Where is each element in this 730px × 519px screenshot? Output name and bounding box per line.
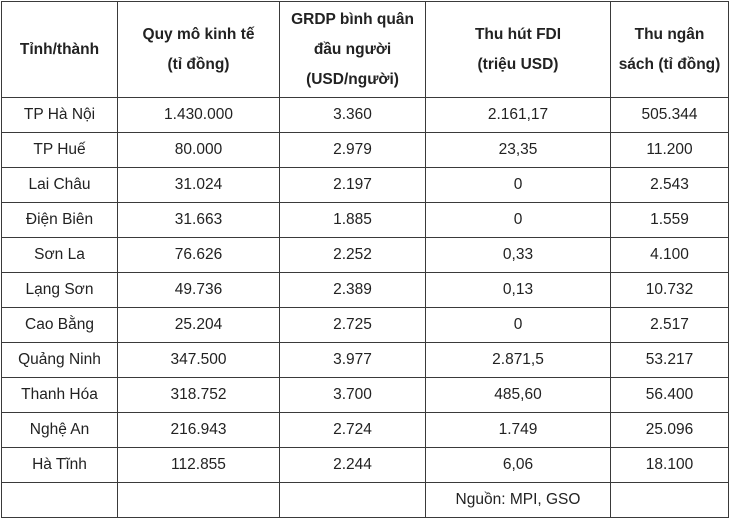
table-body: [2, 98, 729, 518]
cell-economic-scale: 76.626: [118, 238, 280, 273]
cell-economic-scale: 25.204: [118, 308, 280, 343]
header-budget-revenue: [611, 2, 729, 98]
table-cell-empty: [280, 483, 426, 518]
header-budget-line: Thu ngân: [634, 25, 705, 43]
cell-economic-scale: 318.752: [118, 378, 280, 413]
cell-budget-revenue: 505.344: [611, 98, 729, 133]
cell-economic-scale: 112.855: [118, 448, 280, 483]
cell-province: Thanh Hóa: [2, 378, 118, 413]
header-economic-scale-line: (tỉ đồng): [167, 55, 230, 73]
source-row: [2, 483, 729, 518]
cell-fdi: 0: [426, 168, 611, 203]
header-economic-scale-line: Quy mô kinh tế: [142, 25, 255, 43]
header-budget-line: sách (tỉ đồng): [618, 55, 721, 73]
cell-fdi: 2.161,17: [426, 98, 611, 133]
cell-province: TP Hà Nội: [2, 98, 118, 133]
cell-grdp-per-capita: 2.725: [280, 308, 426, 343]
header-province: [2, 2, 118, 98]
table-cell-empty: [2, 483, 118, 518]
cell-grdp-per-capita: 2.244: [280, 448, 426, 483]
cell-province: Điện Biên: [2, 203, 118, 238]
cell-grdp-per-capita: 2.389: [280, 273, 426, 308]
cell-budget-revenue: 56.400: [611, 378, 729, 413]
table-row: [2, 413, 729, 448]
cell-fdi: 0: [426, 203, 611, 238]
cell-budget-revenue: 4.100: [611, 238, 729, 273]
table-row: [2, 308, 729, 343]
cell-grdp-per-capita: 3.360: [280, 98, 426, 133]
cell-budget-revenue: 53.217: [611, 343, 729, 378]
economic-data-table: [1, 1, 729, 518]
table-header-row: [2, 2, 729, 98]
cell-economic-scale: 216.943: [118, 413, 280, 448]
cell-province: Sơn La: [2, 238, 118, 273]
cell-budget-revenue: 25.096: [611, 413, 729, 448]
cell-grdp-per-capita: 2.724: [280, 413, 426, 448]
cell-province: Hà Tĩnh: [2, 448, 118, 483]
header-fdi: [426, 2, 611, 98]
cell-economic-scale: 49.736: [118, 273, 280, 308]
cell-economic-scale: 31.663: [118, 203, 280, 238]
table-row: [2, 133, 729, 168]
cell-budget-revenue: 2.517: [611, 308, 729, 343]
cell-fdi: 2.871,5: [426, 343, 611, 378]
cell-budget-revenue: 18.100: [611, 448, 729, 483]
header-grdp-line: (USD/người): [306, 70, 399, 88]
cell-economic-scale: 31.024: [118, 168, 280, 203]
cell-fdi: 0: [426, 308, 611, 343]
cell-budget-revenue: 11.200: [611, 133, 729, 168]
cell-grdp-per-capita: 3.700: [280, 378, 426, 413]
source-note: Nguồn: MPI, GSO: [426, 483, 611, 518]
cell-economic-scale: 347.500: [118, 343, 280, 378]
cell-province: Cao Bằng: [2, 308, 118, 343]
table-row: [2, 98, 729, 133]
cell-province: Lạng Sơn: [2, 273, 118, 308]
cell-province: TP Huế: [2, 133, 118, 168]
header-grdp-line: đầu người: [313, 40, 392, 58]
header-fdi-line: (triệu USD): [477, 55, 559, 73]
cell-fdi: 1.749: [426, 413, 611, 448]
cell-grdp-per-capita: 2.197: [280, 168, 426, 203]
cell-fdi: 23,35: [426, 133, 611, 168]
cell-budget-revenue: 1.559: [611, 203, 729, 238]
cell-fdi: 6,06: [426, 448, 611, 483]
table-cell-empty: [611, 483, 729, 518]
cell-budget-revenue: 10.732: [611, 273, 729, 308]
header-grdp-line: GRDP bình quân: [291, 10, 414, 28]
cell-province: Quảng Ninh: [2, 343, 118, 378]
cell-grdp-per-capita: 2.252: [280, 238, 426, 273]
cell-grdp-per-capita: 2.979: [280, 133, 426, 168]
table-row: [2, 238, 729, 273]
header-fdi-line: Thu hút FDI: [474, 25, 562, 43]
header-economic-scale: [118, 2, 280, 98]
table-cell-empty: [118, 483, 280, 518]
header-province-line: Tỉnh/thành: [19, 40, 100, 58]
cell-fdi: 0,33: [426, 238, 611, 273]
table-row: [2, 448, 729, 483]
cell-economic-scale: 80.000: [118, 133, 280, 168]
table-row: [2, 343, 729, 378]
cell-fdi: 485,60: [426, 378, 611, 413]
table-row: [2, 273, 729, 308]
cell-province: Nghệ An: [2, 413, 118, 448]
header-grdp-per-capita: [280, 2, 426, 98]
cell-fdi: 0,13: [426, 273, 611, 308]
table-row: [2, 168, 729, 203]
cell-province: Lai Châu: [2, 168, 118, 203]
cell-budget-revenue: 2.543: [611, 168, 729, 203]
table-row: [2, 203, 729, 238]
cell-economic-scale: 1.430.000: [118, 98, 280, 133]
cell-grdp-per-capita: 3.977: [280, 343, 426, 378]
cell-grdp-per-capita: 1.885: [280, 203, 426, 238]
table-row: [2, 378, 729, 413]
